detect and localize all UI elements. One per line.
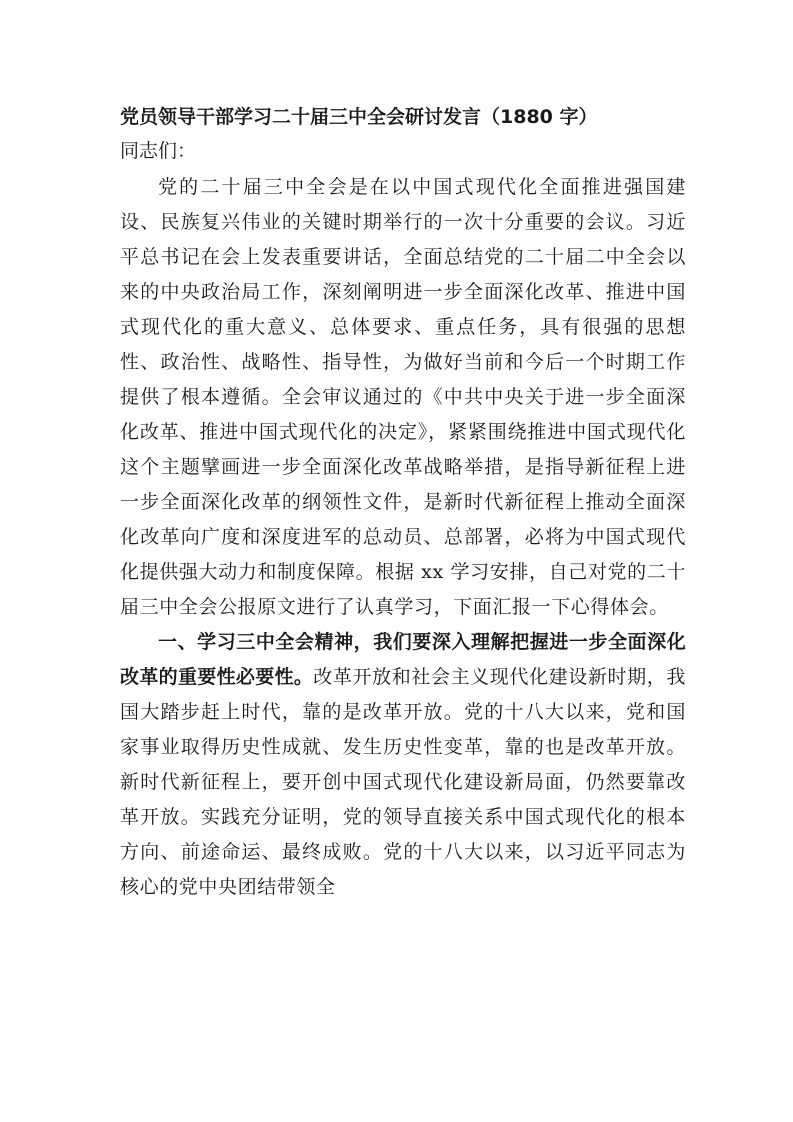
- paragraph-intro: 党的二十届三中全会是在以中国式现代化全面推进强国建设、民族复兴伟业的关键时期举行的一次十分重要的会议。习近平总书记在会上发表重要讲话，全面总结党的二十届二中全会以来的中央政治局工作，深刻阐明进一步全面深化改革、推进中国式现代化的重大意义、总体要求、重点任务，具有很强的思想性、政治性、战略性、指导性，为做好当前和今后一个时期工作提供了根本遵循。全会审议通过的《中共中央关于进一步全面深化改革、推进中国式现代化的决定》，紧紧围绕推进中国式现代化这个主题擘画进一步全面深化改革战略举措，是指导新征程上进一步全面深化改革的纲领性文件，是新时代新征程上推动全面深化改革向广度和深度进军的总动员、总部署，必将为中国式现代化提供强大动力和制度保障。根据 xx 学习安排，自己对党的二十届三中全会公报原文进行了认真学习，下面汇报一下心得体会。: [120, 176, 686, 618]
- section-one-heading: 一、学习三中全会精神，我们要深入理解把握进一步全面深化改革的重要性必要性。: [120, 631, 686, 688]
- document-title: 党员领导干部学习二十届三中全会研讨发言（1880 字）: [120, 106, 598, 128]
- salutation: 同志们：: [120, 140, 197, 162]
- paragraph-section-one: [120, 625, 686, 905]
- section-one-body: 改革开放和社会主义现代化建设新时期，我国大踏步赶上时代，靠的是改革开放。党的十八大以来，党和国家事业取得历史性成就、发生历史性变革，靠的也是改革开放。新时代新征程上，要开创中国式现代化建设新局面，仍然要靠改革开放。实践充分证明，党的领导直接关系中国式现代化的根本方向、前途命运、最终成败。党的十八大以来，以习近平同志为核心的党中央团结带领全: [120, 666, 686, 898]
- document-body: [120, 100, 686, 905]
